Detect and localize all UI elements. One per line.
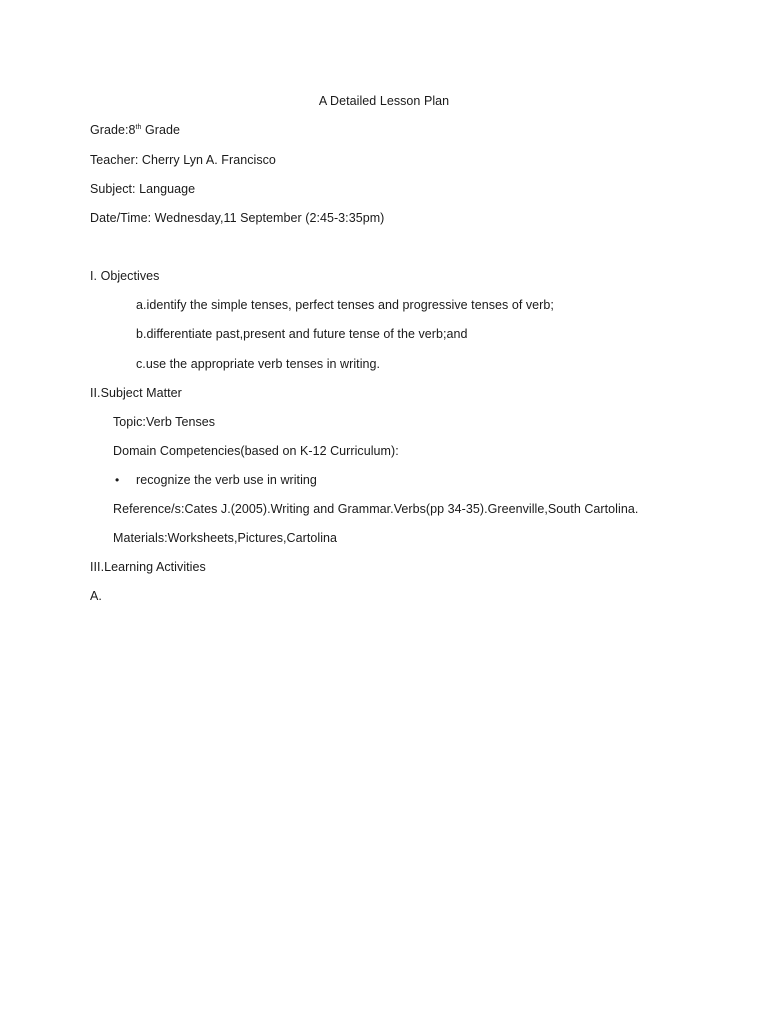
objective-item-b: b.differentiate past,present and future tense of the verb;and xyxy=(136,327,468,341)
materials-line: Materials:Worksheets,Pictures,Cartolina xyxy=(113,531,338,545)
date-time-line: Date/Time: Wednesday,11 September (2:45-3:35pm) xyxy=(90,211,385,225)
domain-competencies-line: Domain Competencies(based on K-12 Curriculum): xyxy=(113,444,399,458)
reference-line: Reference/s:Cates J.(2005).Writing and Grammar.Verbs(pp 34-35).Greenville,South Cartolina. xyxy=(113,502,639,516)
grade-word: Grade xyxy=(141,123,180,137)
document-title: A Detailed Lesson Plan xyxy=(318,94,450,108)
topic-line: Topic:Verb Tenses xyxy=(113,415,216,429)
grade-suffix: th xyxy=(135,124,142,131)
grade-label: Grade: xyxy=(90,123,129,137)
objective-item-a: a.identify the simple tenses, perfect tenses and progressive tenses of verb; xyxy=(136,298,554,312)
competency-item: recognize the verb use in writing xyxy=(136,473,317,487)
competency-bullet: • xyxy=(115,473,120,487)
grade-number: 8 xyxy=(128,123,136,137)
teacher-line: Teacher: Cherry Lyn A. Francisco xyxy=(90,153,276,167)
learning-activities-heading: III.Learning Activities xyxy=(90,560,206,574)
subject-matter-heading: II.Subject Matter xyxy=(90,386,182,400)
objective-item-c: c.use the appropriate verb tenses in writing. xyxy=(136,357,381,371)
grade-line xyxy=(90,122,180,138)
learning-activity-a: A. xyxy=(90,589,102,603)
objectives-heading: I. Objectives xyxy=(90,269,160,283)
subject-line: Subject: Language xyxy=(90,182,196,196)
